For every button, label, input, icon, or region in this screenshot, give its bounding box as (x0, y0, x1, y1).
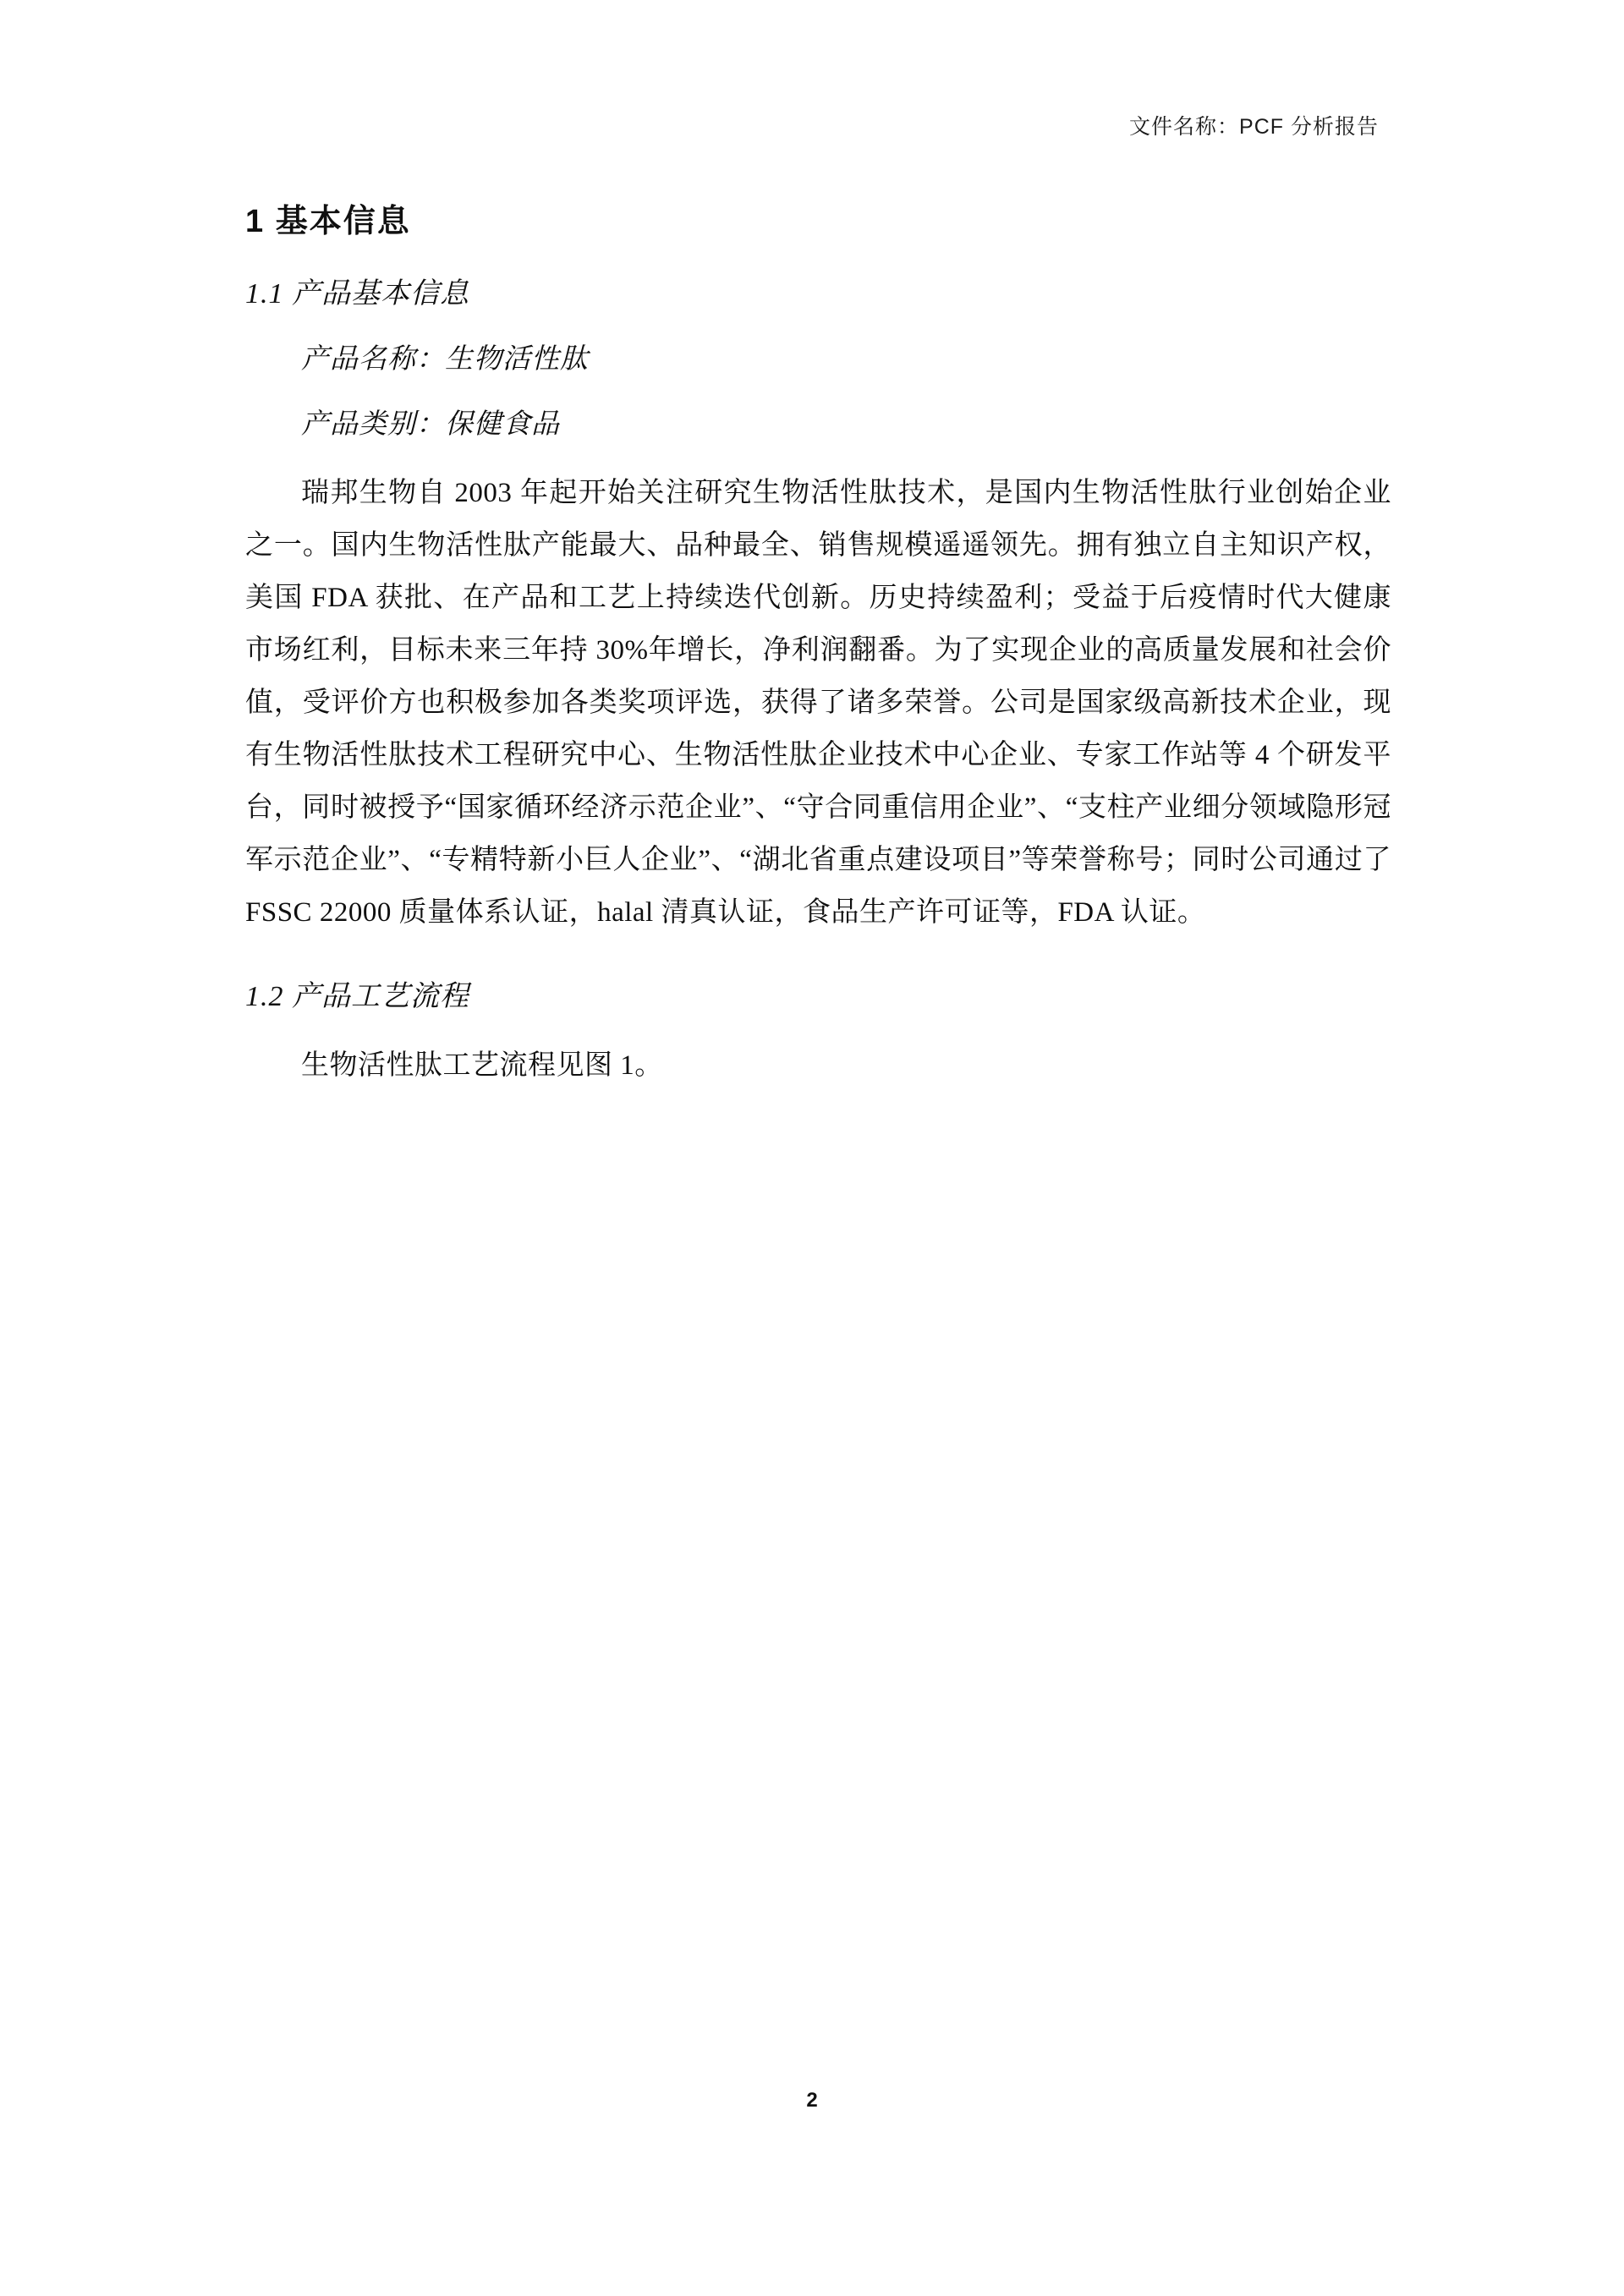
page-number: 2 (806, 2089, 818, 2112)
document-running-header: 文件名称：PCF 分析报告 (1129, 115, 1379, 139)
subsection-heading-1-2: 1.2 产品工艺流程 (245, 981, 469, 1013)
process-flow-paragraph: 生物活性肽工艺流程见图 1。 (301, 1050, 663, 1082)
product-name-field: 产品名称：生物活性肽 (301, 344, 589, 375)
section-heading-1: 1 基本信息 (245, 204, 411, 239)
paragraph-spacer (245, 961, 1391, 973)
company-overview-paragraph: 瑞邦生物自 2003 年起开始关注研究生物活性肽技术，是国内生物活性肽行业创始企业之一。国内生物活性肽产能最大、品种最全、销售规模遥遥领先。拥有独立自主知识产权，美国 FDA 获批、在产品和工艺上持续迭代创新。历史持续盈利；受益于后疫情时代大健康市场红利，目标未来三年持 30%年增长，净利润翻番。为了实现企业的高质量发展和社会价值，受评价方也积极参加各类奖项评选，获得了诸多荣誉。公司是国家级高新技术企业，现有生物活性肽技术工程研究中心、生物活性肽企业技术中心企业、专家工作站等 4 个研发平台，同时被授予“国家循环经济示范企业”、“守合同重信用企业”、“支柱产业细分领域隐形冠军示范企业”、“专精特新小巨人企业”、“湖北省重点建设项目”等荣誉称号；同时公司通过了 FSSC 22000 质量体系认证，halal 清真认证，食品生产许可证等，FDA 认证。 (245, 478, 1391, 929)
subsection-heading-1-1: 1.1 产品基本信息 (245, 278, 469, 310)
product-category-field: 产品类别：保健食品 (301, 409, 560, 440)
document-body (245, 195, 1391, 1114)
